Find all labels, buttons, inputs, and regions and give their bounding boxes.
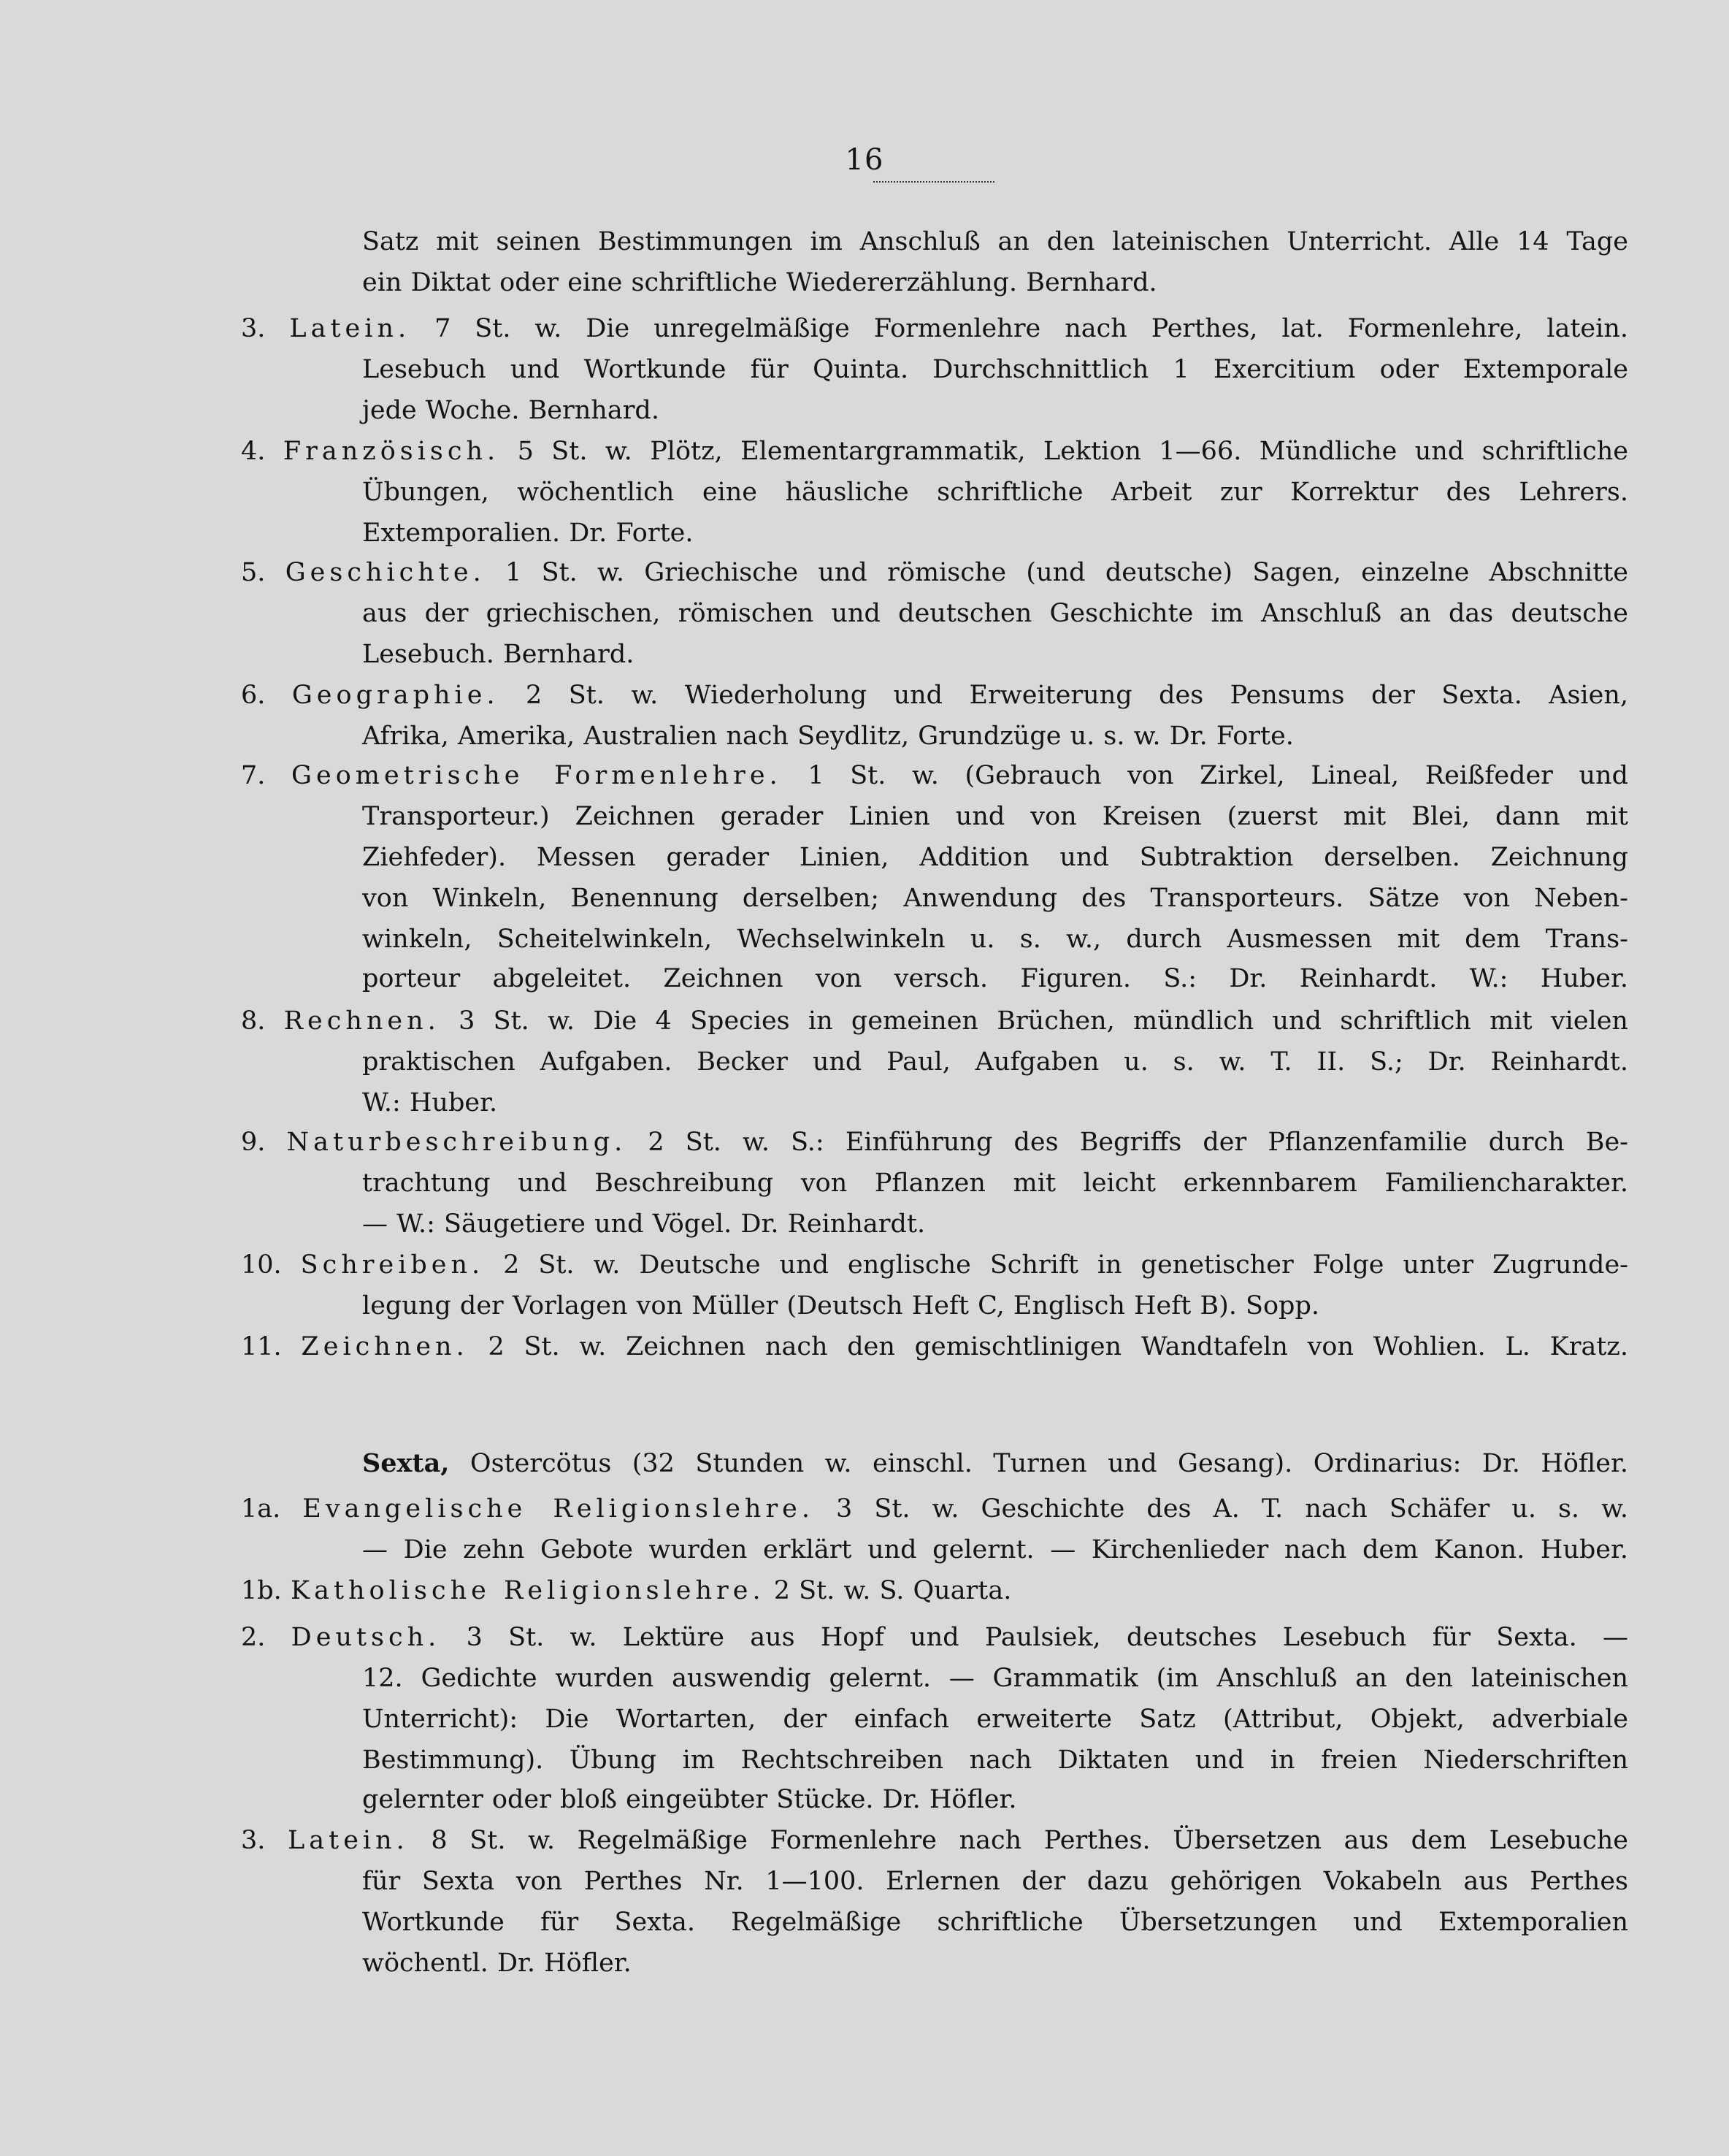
text-line: W.: Huber. bbox=[362, 1088, 498, 1117]
text-line: 8. Rechnen. 3 St. w. Die 4 Species in gemeinen Brüchen, mündlich und schriftlich mit vielen bbox=[241, 1006, 1628, 1036]
subject-heading: Evangelische Religionslehre. bbox=[302, 1494, 815, 1524]
text-line: Lesebuch und Wortkunde für Quinta. Durchschnittlich 1 Exercitium oder Extemporale bbox=[362, 355, 1628, 384]
subject-heading: Schreiben. bbox=[300, 1250, 485, 1280]
subject-heading: Geometrische Formenlehre. bbox=[291, 761, 782, 790]
text-line: jede Woche. Bernhard. bbox=[362, 396, 659, 425]
text-line: Sexta, Ostercötus (32 Stunden w. einschl. Turnen und Gesang). Ordinarius: Dr. Höfler. bbox=[362, 1448, 1628, 1478]
text-line: 10. Schreiben. 2 St. w. Deutsche und englische Schrift in genetischer Folge unter Zugrunde- bbox=[241, 1250, 1628, 1280]
text-line: Übungen, wöchentlich eine häusliche schriftliche Arbeit zur Korrektur des Lehrers. bbox=[362, 478, 1628, 507]
text-line: 1a. Evangelische Religionslehre. 3 St. w. Geschichte des A. T. nach Schäfer u. s. w. bbox=[241, 1494, 1629, 1524]
text-line: ein Diktat oder eine schriftliche Wiedererzählung. Bernhard. bbox=[362, 268, 1157, 297]
page-number: 16 bbox=[845, 143, 884, 177]
subject-heading: Geographie. bbox=[291, 681, 499, 710]
text-line: von Winkeln, Benennung derselben; Anwendung des Transporteurs. Sätze von Neben- bbox=[362, 884, 1628, 913]
text-line: für Sexta von Perthes Nr. 1—100. Erlernen der dazu gehörigen Vokabeln aus Perthes bbox=[362, 1867, 1628, 1896]
text-line: winkeln, Scheitelwinkeln, Wechselwinkeln u. s. w., durch Ausmessen mit dem Trans- bbox=[362, 925, 1628, 954]
text-line: aus der griechischen, römischen und deutschen Geschichte im Anschluß an das deutsche bbox=[362, 599, 1628, 628]
text-line: Transporteur.) Zeichnen gerader Linien und von Kreisen (zuerst mit Blei, dann mit bbox=[362, 802, 1628, 831]
text-line: wöchentl. Dr. Höfler. bbox=[362, 1949, 632, 1978]
text-line: Unterricht): Die Wortarten, der einfach erweiterte Satz (Attribut, Objekt, adverbiale bbox=[362, 1705, 1628, 1734]
subject-heading: Latein. bbox=[289, 314, 411, 343]
text-line: Wortkunde für Sexta. Regelmäßige schriftliche Übersetzungen und Extemporalien bbox=[362, 1908, 1628, 1937]
text-line: legung der Vorlagen von Müller (Deutsch Heft C, Englisch Heft B). Sopp. bbox=[362, 1291, 1319, 1320]
subject-heading: Französisch. bbox=[283, 437, 500, 466]
text-line: Bestimmung). Übung im Rechtschreiben nach Diktaten und in freien Niederschriften bbox=[362, 1746, 1628, 1775]
text-line: 7. Geometrische Formenlehre. 1 St. w. (Gebrauch von Zirkel, Lineal, Reißfeder und bbox=[241, 761, 1628, 790]
text-line: Lesebuch. Bernhard. bbox=[362, 640, 635, 669]
text-line: Afrika, Amerika, Australien nach Seydlitz, Grundzüge u. s. w. Dr. Forte. bbox=[362, 722, 1294, 751]
text-line: 2. Deutsch. 3 St. w. Lektüre aus Hopf und Paulsiek, deutsches Lesebuch für Sexta. — bbox=[241, 1623, 1628, 1652]
text-line: — Die zehn Gebote wurden erklärt und gelernt. — Kirchenlieder nach dem Kanon. Huber. bbox=[362, 1535, 1628, 1564]
text-line: porteur abgeleitet. Zeichnen von versch. Figuren. S.: Dr. Reinhardt. W.: Huber. bbox=[362, 964, 1628, 993]
text-line: 11. Zeichnen. 2 St. w. Zeichnen nach den gemischtlinigen Wandtafeln von Wohlien. L. Kratz. bbox=[241, 1332, 1628, 1361]
section-title: Sexta, bbox=[362, 1448, 450, 1478]
text-line: Satz mit seinen Bestimmungen im Anschluß an den lateinischen Unterricht. Alle 14 Tage bbox=[362, 227, 1628, 256]
subject-heading: Katholische Religionslehre. bbox=[290, 1576, 765, 1605]
text-line: 3. Latein. 8 St. w. Regelmäßige Formenlehre nach Perthes. Übersetzen aus dem Lesebuche bbox=[241, 1826, 1628, 1855]
text-line: 4. Französisch. 5 St. w. Plötz, Elementargrammatik, Lektion 1—66. Mündliche und schriftliche bbox=[241, 437, 1628, 466]
subject-heading: Latein. bbox=[288, 1826, 409, 1855]
subject-heading: Geschichte. bbox=[285, 558, 486, 587]
text-line: Extemporalien. Dr. Forte. bbox=[362, 519, 694, 548]
text-line: 1b. Katholische Religionslehre. 2 St. w. S. Quarta. bbox=[241, 1576, 1012, 1605]
text-line: gelernter oder bloß eingeübter Stücke. Dr. Höfler. bbox=[362, 1785, 1017, 1814]
subject-heading: Zeichnen. bbox=[301, 1332, 469, 1361]
text-line: praktischen Aufgaben. Becker und Paul, Aufgaben u. s. w. T. II. S.; Dr. Reinhardt. bbox=[362, 1047, 1628, 1077]
text-line: 6. Geographie. 2 St. w. Wiederholung und Erweiterung des Pensums der Sexta. Asien, bbox=[241, 681, 1628, 710]
subject-heading: Deutsch. bbox=[291, 1623, 441, 1652]
text-line: 3. Latein. 7 St. w. Die unregelmäßige Formenlehre nach Perthes, lat. Formenlehre, latein. bbox=[241, 314, 1628, 343]
subject-heading: Rechnen. bbox=[283, 1006, 440, 1036]
text-line: trachtung und Beschreibung von Pflanzen mit leicht erkennbarem Familiencharakter. bbox=[362, 1169, 1628, 1198]
text-line: 5. Geschichte. 1 St. w. Griechische und römische (und deutsche) Sagen, einzelne Abschnitte bbox=[241, 558, 1628, 587]
text-line: 12. Gedichte wurden auswendig gelernt. — Grammatik (im Anschluß an den lateinischen bbox=[362, 1664, 1628, 1693]
text-line: — W.: Säugetiere und Vögel. Dr. Reinhardt. bbox=[362, 1209, 926, 1239]
subject-heading: Naturbeschreibung. bbox=[286, 1128, 627, 1157]
text-line: Ziehfeder). Messen gerader Linien, Addition und Subtraktion derselben. Zeichnung bbox=[362, 843, 1628, 872]
text-line: 9. Naturbeschreibung. 2 St. w. S.: Einführung des Begriffs der Pflanzenfamilie durch Be- bbox=[241, 1128, 1628, 1157]
